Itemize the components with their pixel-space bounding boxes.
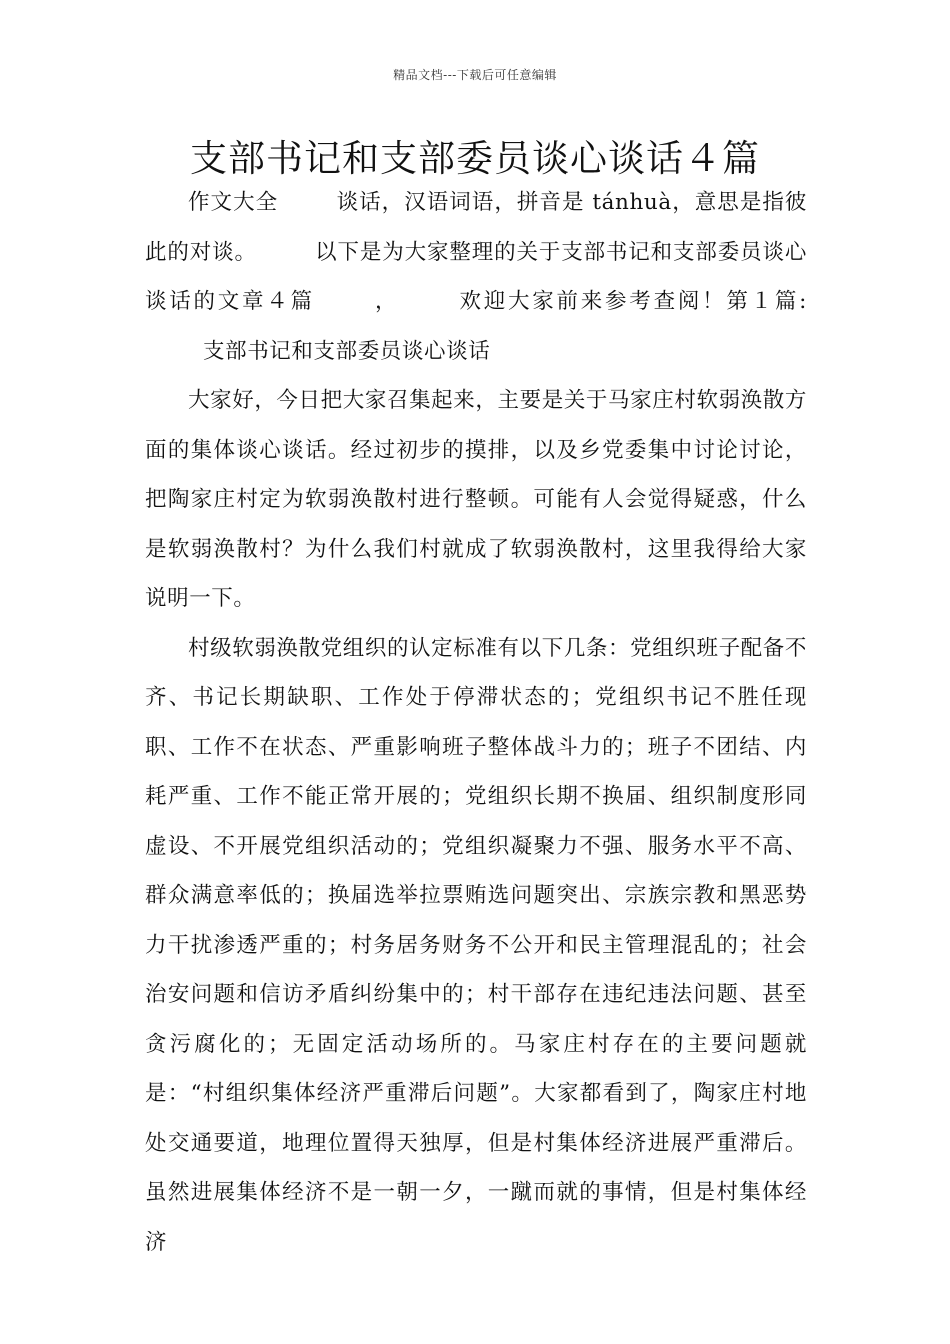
intro-welcome: 欢迎大家前来参考查阅！第１篇: xyxy=(457,289,808,314)
intro-source: 作文大全 xyxy=(188,190,279,215)
intro-paragraph xyxy=(145,178,807,376)
intro-definition: 谈话，汉语词语，拼音是 tánhuà，意思是指彼此的对谈。 xyxy=(145,190,807,265)
document-body xyxy=(145,178,807,1267)
intro-article-title: 支部书记和支部委员谈心谈话 xyxy=(203,338,491,364)
body-paragraph-2: 村级软弱涣散党组织的认定标准有以下几条：党组织班子配备不齐、书记长期缺职、工作处于停滞状态的；党组织书记不胜任现职、工作不在状态、严重影响班子整体战斗力的；班子不团结、内耗严重、工作不能正常开展的；党组织长期不换届、组织制度形同虚设、不开展党组织活动的；党组织凝聚力不强、服务水平不高、群众满意率低的；换届选举拉票贿选问题突出、宗族宗教和黑恶势力干扰渗透严重的；村务居务财务不公开和民主管理混乱的；社会治安问题和信访矛盾纠纷集中的；村干部存在违纪违法问题、甚至贪污腐化的；无固定活动场所的。马家庄村存在的主要问题就是：“村组织集体经济严重滞后问题”。大家都看到了，陶家庄村地处交通要道，地理位置得天独厚，但是村集体经济进展严重滞后。虽然进展集体经济不是一朝一夕，一蹴而就的事情，但是村集体经济 xyxy=(145,635,807,1255)
document-title: 支部书记和支部委员谈心谈话４篇 xyxy=(190,137,760,180)
header-note: 精品文档---下载后可任意编辑 xyxy=(393,68,557,82)
intro-description: 以下是为大家整理的关于支部书记和支部委员谈心谈话的文章４篇 xyxy=(145,239,807,314)
body-paragraph-1: 大家好，今日把大家召集起来，主要是关于马家庄村软弱涣散方面的集体谈心谈话。经过初步的摸排，以及乡党委集中讨论讨论，把陶家庄村定为软弱涣散村进行整顿。可能有人会觉得疑惑，什么是软弱涣散村？为什么我们村就成了软弱涣散村，这里我得给大家说明一下。 xyxy=(145,388,807,611)
intro-comma: ， xyxy=(372,289,400,314)
